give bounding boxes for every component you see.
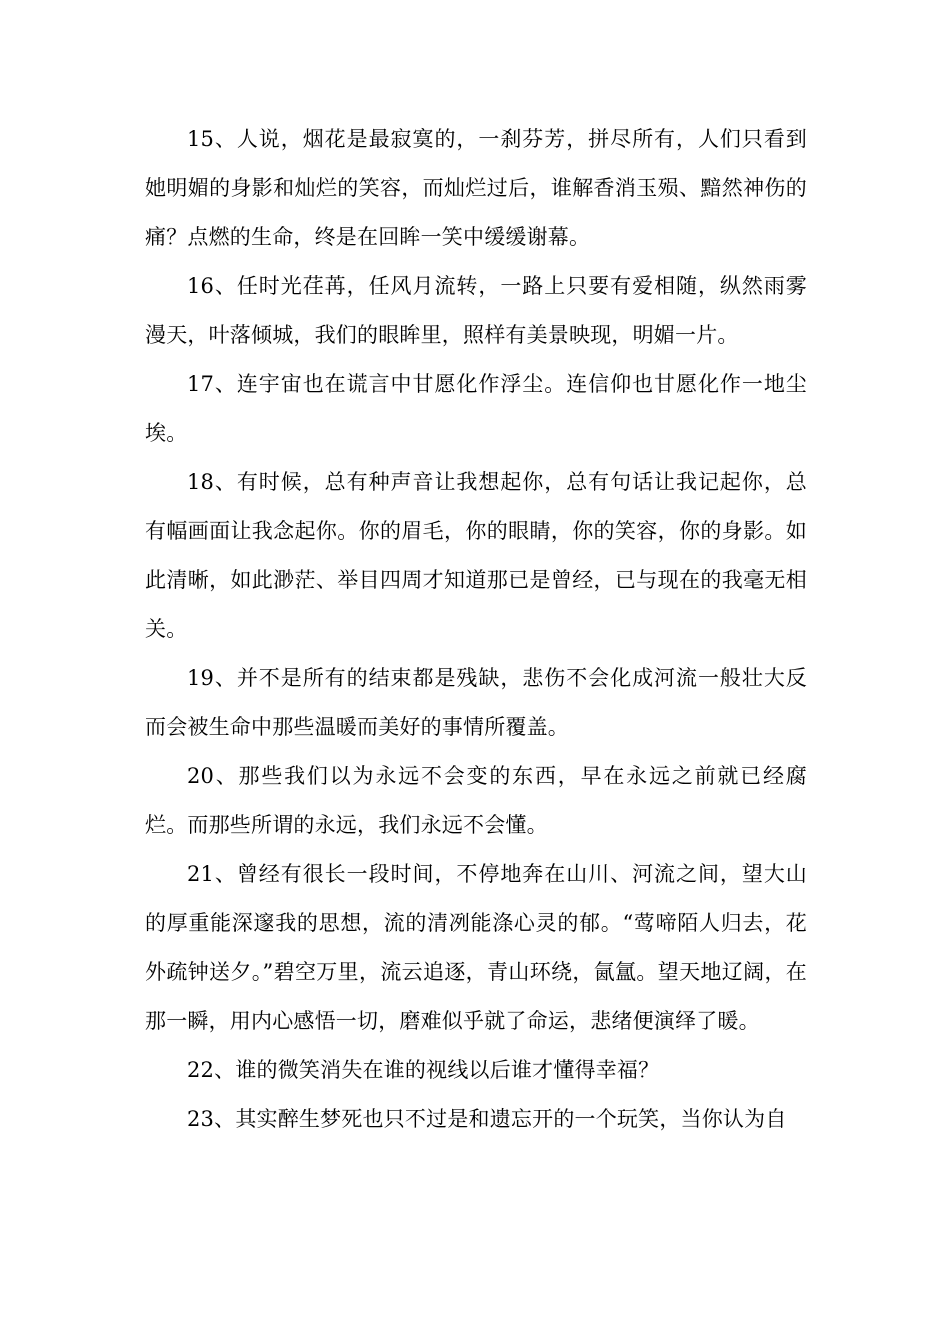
paragraph-23: 23、其实醉生梦死也只不过是和遗忘开的一个玩笑，当你认为自 [187,1107,787,1131]
paragraph-20: 20、那些我们以为永远不会变的东西，早在永远之前就已经腐烂。而那些所谓的永远，我们永远不会懂。 [145,764,807,837]
paragraph-16: 16、任时光荏苒，任风月流转，一路上只要有爱相随，纵然雨雾漫天，叶落倾城，我们的眼眸里，照样有美景映现，明媚一片。 [145,274,807,347]
document-body [145,115,807,1144]
paragraph-18: 18、有时候，总有种声音让我想起你，总有句话让我记起你，总有幅画面让我念起你。你的眉毛，你的眼睛，你的笑容，你的身影。如此清晰，如此渺茫、举目四周才知道那已是曾经，已与现在的我毫无相关。 [145,470,807,641]
paragraph-22: 22、谁的微笑消失在谁的视线以后谁才懂得幸福？ [187,1058,660,1082]
paragraph-19: 19、并不是所有的结束都是残缺，悲伤不会化成河流一般壮大反而会被生命中那些温暖而美好的事情所覆盖。 [145,666,807,739]
paragraph-17: 17、连宇宙也在谎言中甘愿化作浮尘。连信仰也甘愿化作一地尘埃。 [145,372,807,445]
paragraph-21: 21、曾经有很长一段时间，不停地奔在山川、河流之间，望大山的厚重能深邃我的思想，流的清冽能涤心灵的郁。“莺啼陌人归去，花外疏钟送夕。”碧空万里，流云追逐，青山环绕，氤氲。望天地辽阔，在那一瞬，用内心感悟一切，磨难似乎就了命运，悲绪便演绎了暖。 [145,862,807,1033]
paragraph-15: 15、人说，烟花是最寂寞的，一刹芬芳，拼尽所有，人们只看到她明媚的身影和灿烂的笑容，而灿烂过后，谁解香消玉殒、黯然神伤的痛？点燃的生命，终是在回眸一笑中缓缓谢幕。 [145,127,807,249]
